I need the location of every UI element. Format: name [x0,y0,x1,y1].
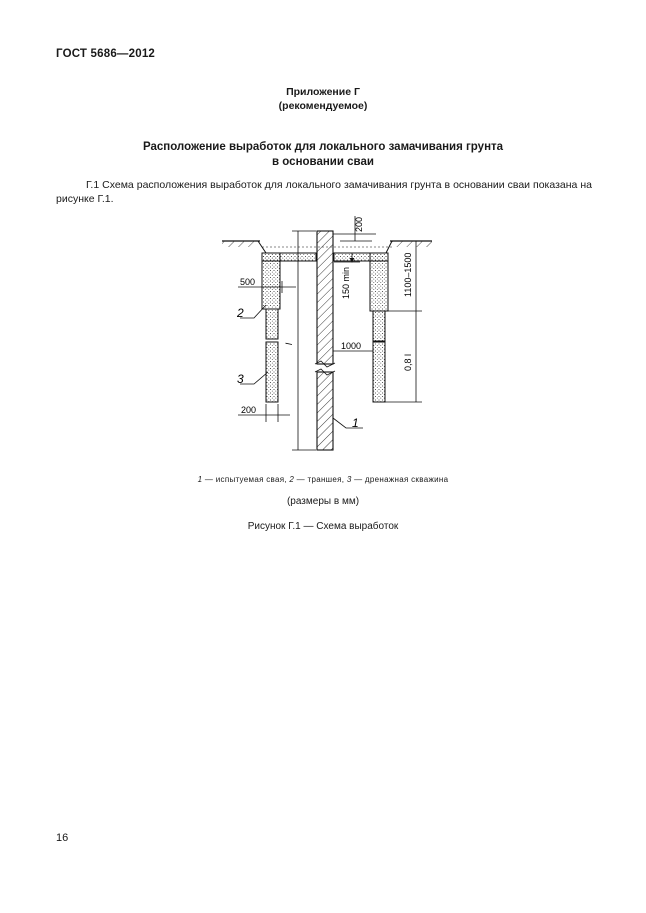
callout-2: 2 [237,306,244,320]
dim-1100-1500: 1100–1500 [403,252,413,297]
callout-1: 1 [352,416,359,430]
drainage-well-right [373,311,385,402]
figure-units-note: (размеры в мм) [286,496,360,507]
drainage-well-left [266,309,278,402]
dim-200-top: 200 [354,216,364,232]
body-paragraph: Г.1 Схема расположения выработок для локального замачивания грунта в основании сваи показана на рисунке Г.1. [56,179,592,205]
legend-text-2: — траншея, [294,475,347,484]
dim-1000: 1000 [341,341,362,351]
legend-text-1: — испытуемая свая, [202,475,290,484]
figure-legend [0,475,646,484]
legend-num-1: 1 [197,475,203,484]
dim-length-l: l [284,343,294,345]
section-title-line2: в основании сваи [272,156,374,168]
legend-num-2: 2 [289,475,295,484]
test-pile [315,231,335,450]
dim-0-8-l: 0,8 l [403,353,413,371]
legend-num-3: 3 [346,475,352,484]
document-header: ГОСТ 5686—2012 [56,48,156,60]
appendix-title: Приложение Г [286,86,360,98]
appendix-note: (рекомендуемое) [278,100,368,112]
dim-150-min: 150 min [341,266,351,299]
dim-500: 500 [240,277,256,287]
dim-200-bottom: 200 [241,405,257,415]
figure-caption: Рисунок Г.1 — Схема выработок [247,521,399,532]
legend-text-3: — дренажная скважина [351,475,449,484]
callout-3: 3 [237,372,244,386]
section-title-line1: Расположение выработок для локального замачивания грунта [142,141,504,153]
page-number: 16 [56,832,69,844]
callout-leaders [240,305,363,428]
